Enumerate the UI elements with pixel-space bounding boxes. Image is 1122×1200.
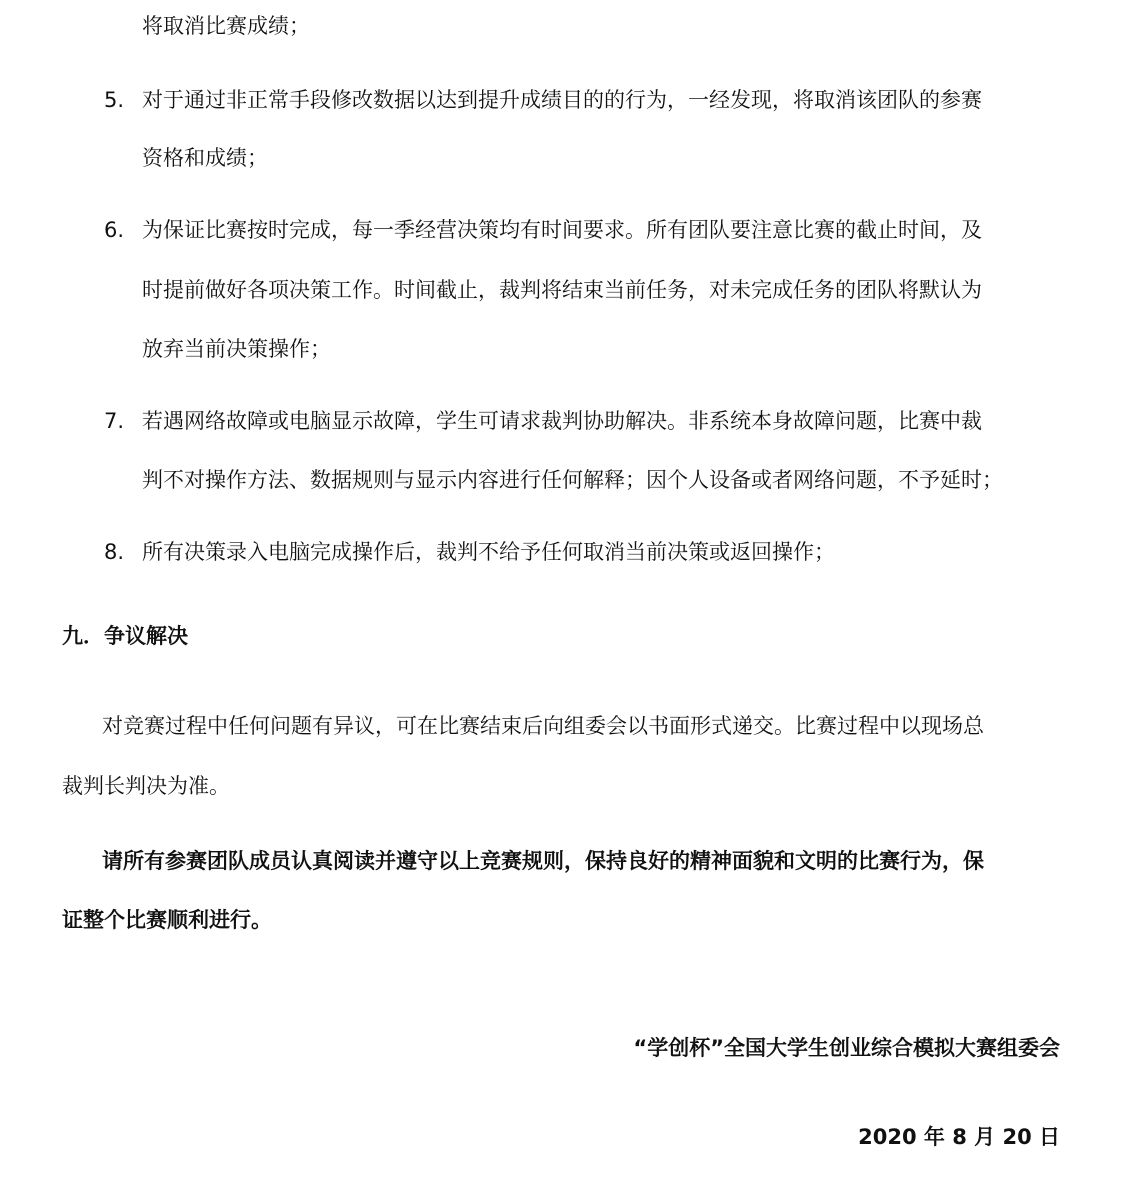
- rule-text-line: 资格和成绩；: [142, 146, 268, 170]
- continuation-line: 将取消比赛成绩；: [142, 14, 310, 38]
- rule-text-line: 为保证比赛按时完成，每一季经营决策均有时间要求。所有团队要注意比赛的截止时间，及: [142, 218, 982, 242]
- section-paragraph-line: 对竞赛过程中任何问题有异议，可在比赛结束后向组委会以书面形式递交。比赛过程中以现场总: [102, 714, 984, 738]
- rule-text-line: 时提前做好各项决策工作。时间截止，裁判将结束当前任务，对未完成任务的团队将默认为: [142, 278, 982, 302]
- rule-number: 6.: [104, 218, 125, 242]
- organizer-signature: “学创杯”全国大学生创业综合模拟大赛组委会: [633, 1036, 1060, 1060]
- rule-text-line: 判不对操作方法、数据规则与显示内容进行任何解释；因个人设备或者网络问题，不予延时；: [142, 468, 1003, 492]
- rule-number: 8.: [104, 540, 125, 564]
- rule-text-line: 所有决策录入电脑完成操作后，裁判不给予任何取消当前决策或返回操作；: [142, 540, 835, 564]
- section-paragraph-line: 裁判长判决为准。: [62, 774, 230, 798]
- rule-text-line: 对于通过非正常手段修改数据以达到提升成绩目的的行为，一经发现，将取消该团队的参赛: [142, 88, 982, 112]
- rule-text-line: 若遇网络故障或电脑显示故障，学生可请求裁判协助解决。非系统本身故障问题，比赛中裁: [142, 409, 982, 433]
- rule-number: 5.: [104, 88, 125, 112]
- rule-text-line: 放弃当前决策操作；: [142, 337, 331, 361]
- closing-paragraph-line: 请所有参赛团队成员认真阅读并遵守以上竞赛规则，保持良好的精神面貌和文明的比赛行为，保: [102, 849, 984, 873]
- closing-paragraph-line: 证整个比赛顺利进行。: [62, 908, 272, 932]
- document-date: 2020 年 8 月 20 日: [858, 1125, 1060, 1149]
- section-heading: 九．争议解决: [62, 624, 188, 648]
- rule-number: 7.: [104, 409, 125, 433]
